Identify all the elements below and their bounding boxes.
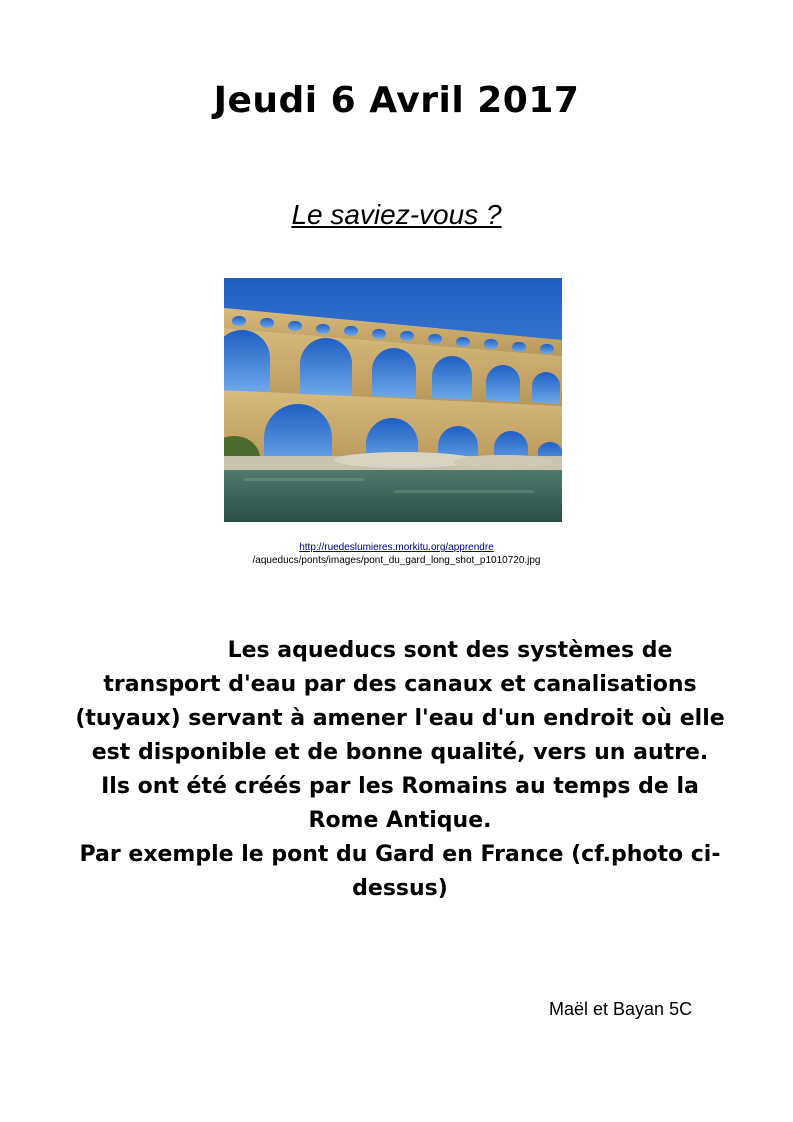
aqueduct-photo [224, 278, 562, 522]
page-date: Jeudi 6 Avril 2017 [213, 80, 580, 121]
author-signature: Maël et Bayan 5C [549, 999, 693, 1019]
source-path: /aqueducs/ponts/images/pont_du_gard_long_shot_p1010720.jpg [252, 555, 541, 566]
body-text [70, 634, 730, 906]
paragraph-example: Par exemple le pont du Gard en France (cf.photo ci-dessus) [79, 842, 721, 901]
photo-caption [0, 541, 793, 567]
paragraph-romans: Ils ont été créés par les Romains au temps de la Rome Antique. [101, 774, 699, 833]
source-link[interactable]: http://ruedeslumieres.morkitu.org/apprendre [299, 542, 494, 553]
section-title: Le saviez-vous ? [291, 199, 502, 230]
paragraph-aqueducts: Les aqueducs sont des systèmes de transport d'eau par des canaux et canalisations (tuyaux) servant à amener l'eau d'un endroit où elle est disponible et de bonne qualité, vers un autre. [75, 638, 725, 765]
